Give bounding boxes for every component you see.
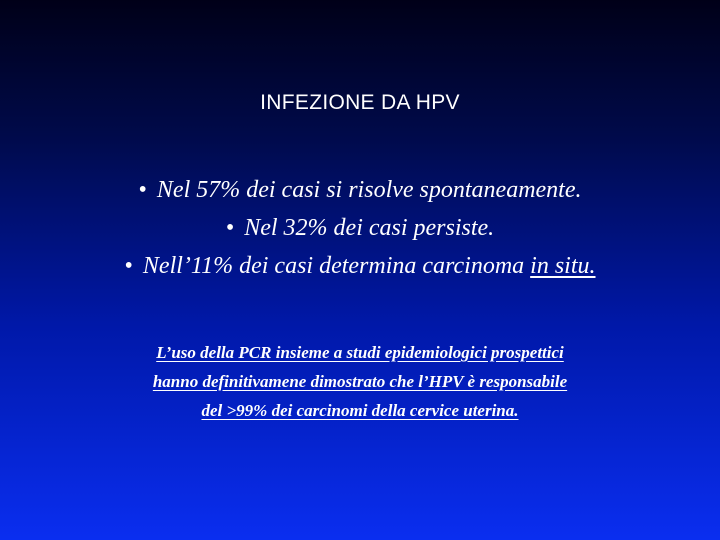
bullet-item bbox=[0, 175, 720, 213]
paragraph-line: L’uso della PCR insieme a studi epidemiologici prospettici bbox=[156, 343, 564, 362]
bullet-list bbox=[0, 175, 720, 289]
bullet-text: Nel 57% dei casi si risolve spontaneamente. bbox=[156, 177, 582, 203]
bullet-item bbox=[0, 213, 720, 251]
paragraph-line: del >99% dei carcinomi della cervice uterina. bbox=[201, 401, 519, 420]
slide-title: INFEZIONE DA HPV bbox=[260, 91, 460, 114]
bullet-icon: • bbox=[225, 215, 235, 241]
bullet-icon: • bbox=[138, 177, 147, 203]
bullet-item bbox=[0, 251, 720, 289]
paragraph-line: hanno definitivamene dimostrato che l’HPV è responsabile bbox=[152, 372, 568, 391]
bullet-underlined-text: in situ. bbox=[530, 253, 596, 279]
bullet-text: Nell’11% dei casi determina carcinoma bbox=[142, 253, 531, 279]
bullet-icon: • bbox=[124, 253, 133, 279]
bullet-text: Nel 32% dei casi persiste. bbox=[244, 215, 495, 241]
summary-paragraph bbox=[40, 338, 680, 425]
